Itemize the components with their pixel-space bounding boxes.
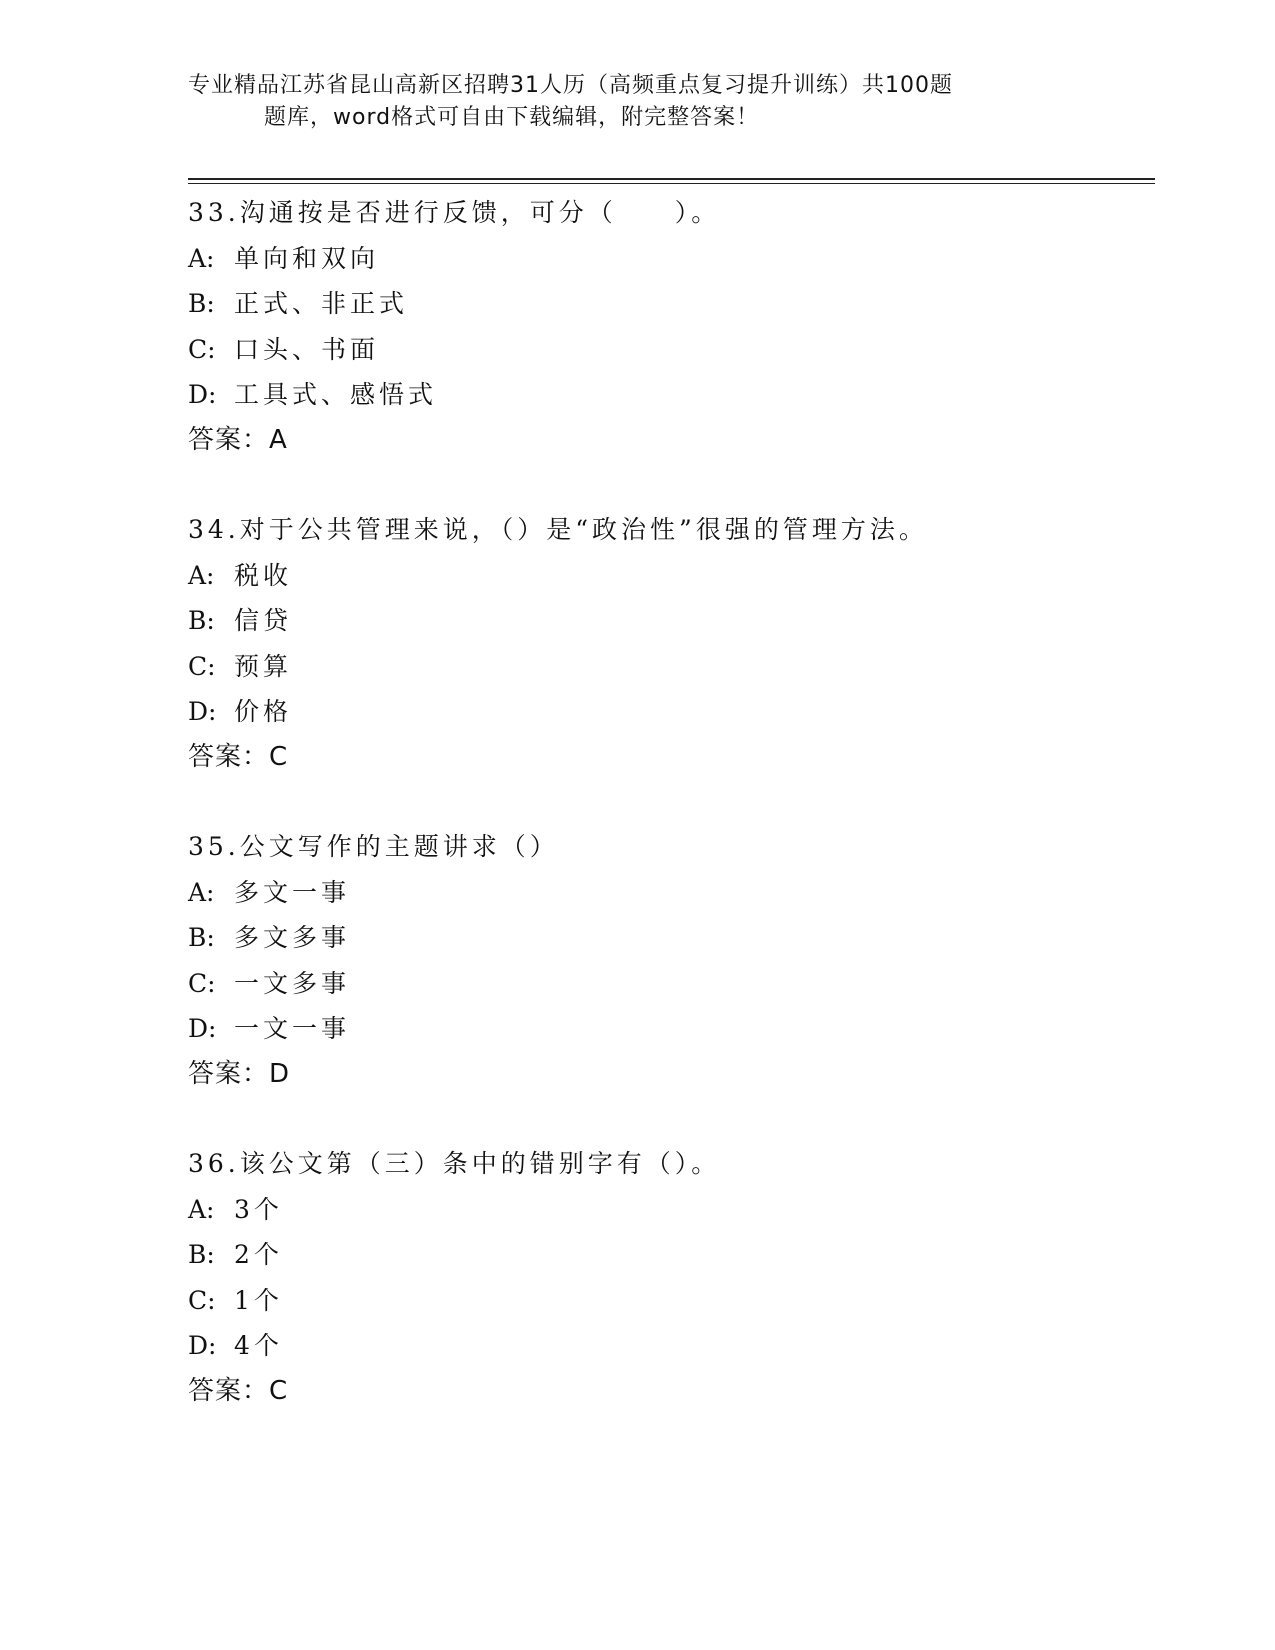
option-text: 税收: [234, 560, 293, 590]
option-label: B:: [188, 923, 215, 952]
option-c: [188, 644, 1148, 690]
option-text: 正式、非正式: [234, 289, 409, 318]
question-list: [188, 190, 1148, 1458]
answer: 答案：C: [188, 1375, 289, 1406]
option-text: 预算: [234, 651, 293, 681]
option-text: 一文多事: [234, 968, 351, 998]
option-d: [188, 1323, 1148, 1369]
option-b: [188, 1232, 1148, 1278]
option-text: 单向和双向: [234, 243, 380, 273]
option-text: 多文一事: [234, 877, 351, 907]
option-c: [188, 1278, 1148, 1324]
question-33: [188, 190, 1148, 463]
option-d: [188, 689, 1148, 735]
header-line-1: 专业精品江苏省昆山高新区招聘31人历（高频重点复习提升训练）共100题: [188, 73, 953, 98]
option-b: [188, 281, 1148, 327]
option-d: [188, 1006, 1148, 1052]
option-b: [188, 915, 1148, 961]
option-a: [188, 236, 1148, 282]
option-label: C:: [188, 651, 216, 681]
option-a: [188, 870, 1148, 916]
option-label: B:: [188, 1240, 215, 1269]
option-a: [188, 553, 1148, 599]
option-label: A:: [188, 877, 215, 907]
option-c: [188, 961, 1148, 1007]
option-text: 信贷: [234, 606, 293, 635]
answer: 答案：D: [188, 1058, 291, 1089]
option-a: [188, 1187, 1148, 1233]
option-b: [188, 598, 1148, 644]
header-divider-thick: [188, 178, 1155, 180]
header-line-2: 题库，word格式可自由下载编辑，附完整答案！: [264, 105, 760, 130]
option-text: 4个: [234, 1331, 283, 1360]
option-label: D:: [188, 697, 217, 726]
question-34: [188, 507, 1148, 780]
option-label: D:: [188, 1331, 217, 1360]
option-text: 1个: [234, 1285, 283, 1315]
option-label: B:: [188, 289, 215, 318]
document-header: [188, 70, 1088, 134]
option-label: D:: [188, 380, 217, 409]
option-label: D:: [188, 1014, 217, 1043]
option-text: 价格: [234, 697, 293, 726]
question-title: 36.该公文第（三）条中的错别字有（）。: [188, 1149, 721, 1178]
option-label: B:: [188, 606, 215, 635]
option-label: A:: [188, 1194, 215, 1224]
option-c: [188, 327, 1148, 373]
question-title: 33.沟通按是否进行反馈，可分（ ）。: [188, 198, 721, 227]
option-text: 工具式、感悟式: [234, 380, 438, 409]
header-divider-thin: [188, 183, 1155, 184]
question-title: 34.对于公共管理来说，（）是“政治性”很强的管理方法。: [188, 515, 928, 544]
option-label: A:: [188, 560, 215, 590]
option-text: 多文多事: [234, 923, 351, 952]
answer: 答案：C: [188, 741, 289, 772]
answer: 答案：A: [188, 424, 288, 455]
option-text: 3个: [234, 1194, 283, 1224]
option-label: C:: [188, 1285, 216, 1315]
question-35: [188, 824, 1148, 1097]
question-36: [188, 1141, 1148, 1414]
option-text: 口头、书面: [234, 334, 380, 364]
option-d: [188, 372, 1148, 418]
option-text: 2个: [234, 1240, 283, 1269]
option-label: A:: [188, 243, 215, 273]
option-label: C:: [188, 334, 216, 364]
option-label: C:: [188, 968, 216, 998]
question-title: 35.公文写作的主题讲求（）: [188, 832, 559, 861]
option-text: 一文一事: [234, 1014, 351, 1043]
